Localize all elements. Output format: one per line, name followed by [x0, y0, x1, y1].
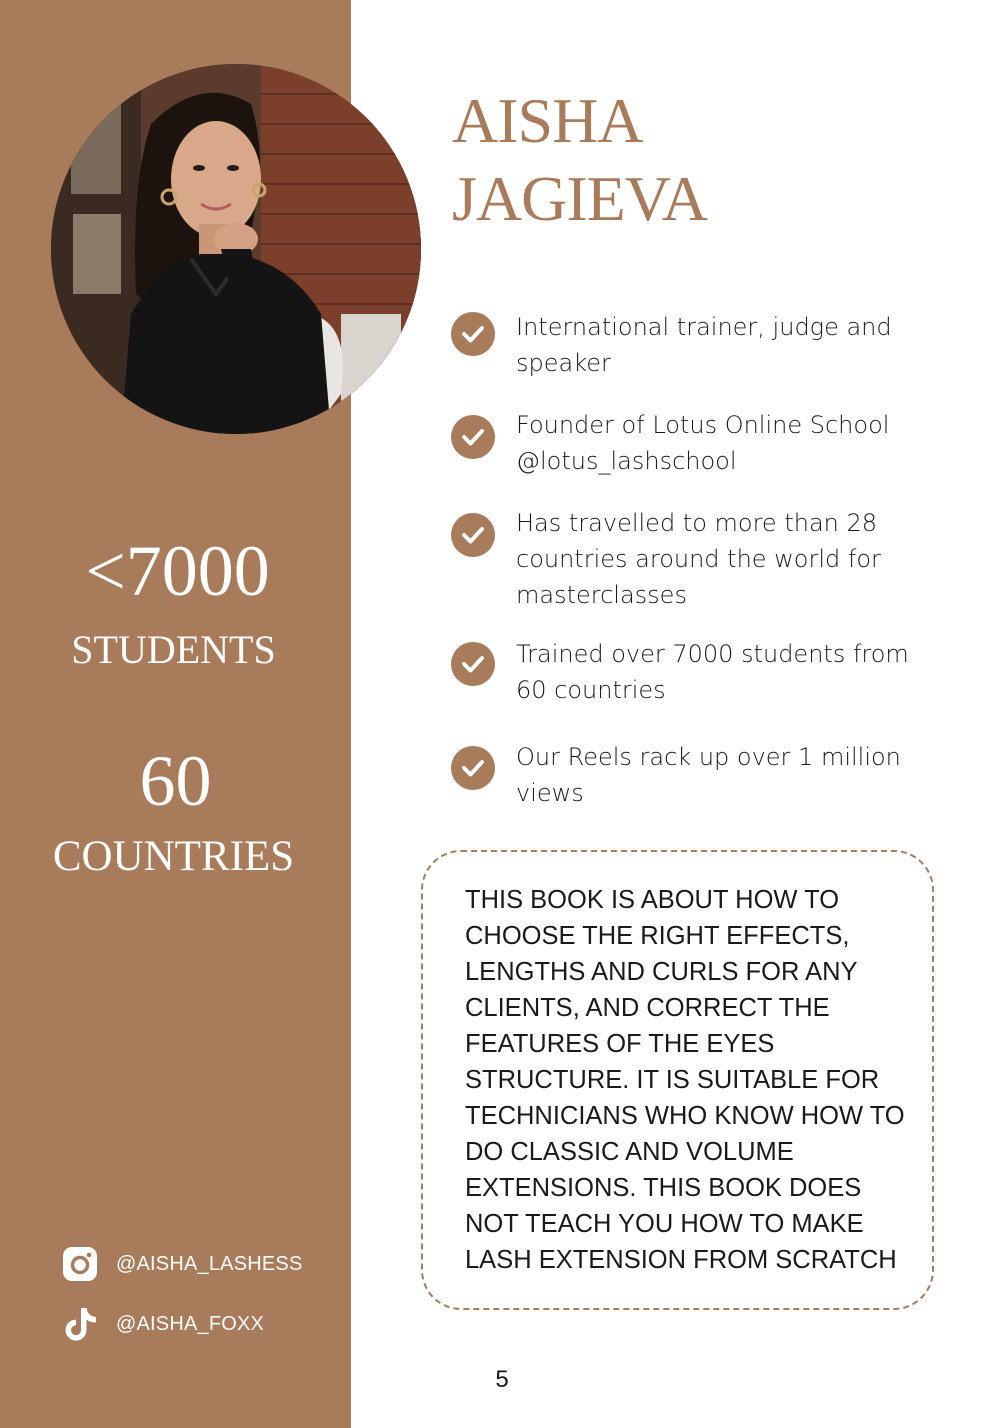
highlight-text: Founder of Lotus Online School @lotus_lashschool: [516, 411, 890, 475]
social-link-tiktok[interactable]: [62, 1306, 264, 1342]
last-name: JAGIEVA: [452, 163, 707, 234]
stat-students-number: <7000: [85, 531, 270, 611]
highlight-text: International trainer, judge and speaker: [516, 313, 892, 377]
highlight-text: Trained over 7000 students from 60 countries: [516, 640, 909, 704]
portrait-image: [51, 64, 421, 434]
check-circle-icon: [451, 312, 495, 356]
check-circle-icon: [451, 746, 495, 790]
tiktok-icon: [62, 1306, 98, 1342]
profile-photo: [51, 64, 421, 434]
instagram-handle: @AISHA_LASHESS: [116, 1252, 303, 1275]
tiktok-handle: @AISHA_FOXX: [116, 1312, 265, 1335]
social-link-instagram[interactable]: [62, 1246, 303, 1282]
highlight-text: Has travelled to more than 28 countries around the world for masterclasses: [516, 509, 881, 609]
instagram-icon: [62, 1246, 98, 1282]
book-description-box: [421, 850, 934, 1310]
check-circle-icon: [451, 513, 495, 557]
highlight-text: Our Reels rack up over 1 million views: [516, 743, 901, 807]
book-description-text: THIS BOOK IS ABOUT HOW TO CHOOSE THE RIGHT EFFECTS, LENGTHS AND CURLS FOR ANY CLIENTS, AND CORRECT THE FEATURES OF THE EYES STRUCTURE. IT IS SUITABLE FOR TECHNICIANS WHO KNOW HOW TO DO CLASSIC AND VOLUME EXTENSIONS. THIS BOOK DOES NOT TEACH YOU HOW TO MAKE LASH EXTENSION FROM SCRATCH: [465, 886, 905, 1274]
sidebar: [0, 0, 351, 1428]
page-number: 5: [495, 1366, 509, 1393]
profile-name: [452, 82, 707, 238]
check-circle-icon: [451, 642, 495, 686]
stat-countries-label: COUNTRIES: [52, 833, 295, 880]
check-circle-icon: [451, 415, 495, 459]
first-name: AISHA: [452, 85, 643, 156]
stat-countries-number: 60: [139, 741, 212, 821]
stat-students-label: STUDENTS: [71, 627, 276, 672]
